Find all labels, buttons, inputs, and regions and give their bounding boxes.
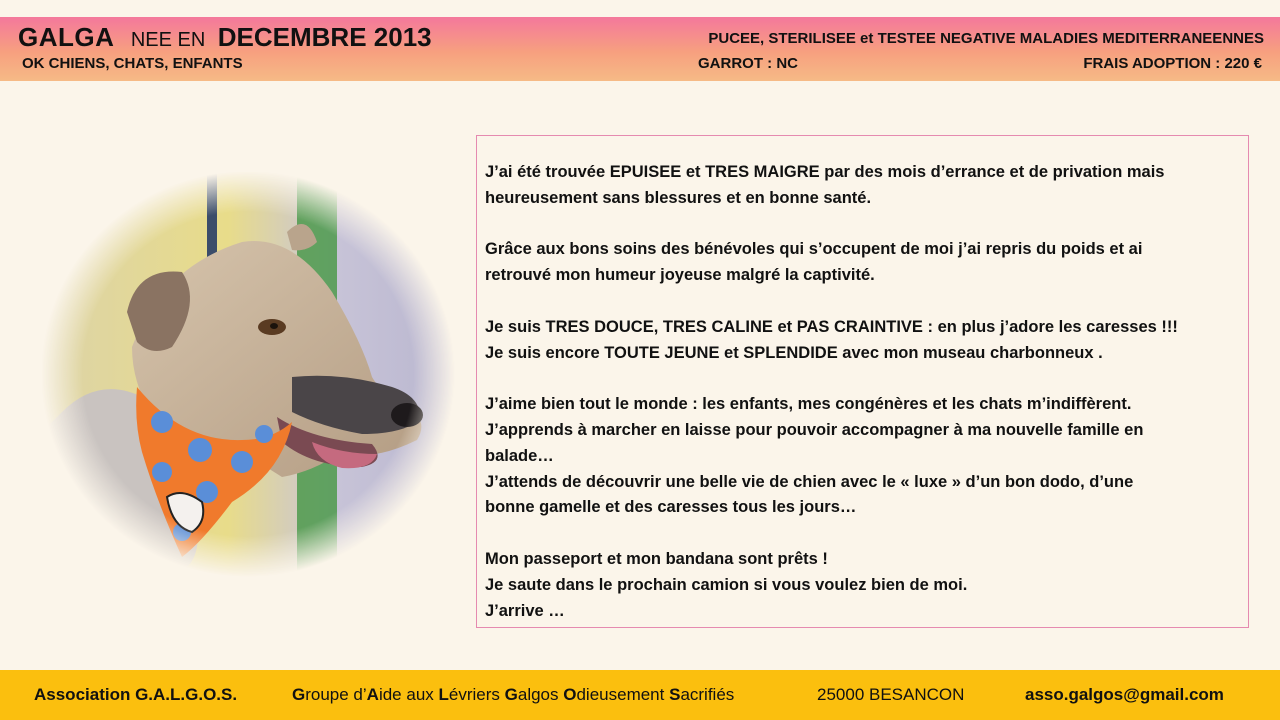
- title-line: [18, 20, 432, 59]
- text-line: J’ai été trouvée EPUISEE et TRES MAIGRE par des mois d’errance et de privation mais: [485, 163, 1165, 181]
- paragraph-ready: [485, 547, 1234, 624]
- text-line: Je saute dans le prochain camion si vous voulez bien de moi.: [485, 575, 968, 594]
- text-line: bonne gamelle et des caresses tous les jours…: [485, 498, 857, 517]
- word-rest: ide aux: [378, 685, 439, 704]
- text-line: Mon passeport et mon bandana sont prêts !: [485, 549, 828, 568]
- text-line: Je suis encore TOUTE JEUNE et SPLENDIDE avec mon museau charbonneux .: [485, 343, 1103, 362]
- text-line: J’aime bien tout le monde : les enfants, mes congénères et les chats m’indiffèrent.: [485, 395, 1132, 414]
- health-status: PUCEE, STERILISEE et TESTEE NEGATIVE MALADIES MEDITERRANEENNES: [708, 30, 1264, 47]
- dog-photo: [42, 172, 455, 577]
- dog-name: GALGA: [18, 22, 115, 52]
- garrot-height: GARROT : NC: [698, 55, 798, 72]
- born-label: NEE EN: [130, 29, 206, 51]
- paragraph-care: [485, 237, 1234, 289]
- text-line: J’arrive …: [485, 601, 565, 620]
- city: 25000 BESANCON: [817, 685, 965, 704]
- email-link[interactable]: asso.galgos@gmail.com: [1025, 685, 1224, 704]
- paragraph-everyone: [485, 392, 1234, 521]
- description-box: [476, 135, 1249, 628]
- initial: G: [504, 685, 518, 704]
- initial: O: [563, 685, 577, 704]
- paragraph-temperament: [485, 315, 1234, 367]
- paragraph-found: [485, 160, 1234, 212]
- text-line: J’attends de découvrir une belle vie de chien avec le « luxe » d’un bon dodo, d’une: [485, 472, 1134, 491]
- word-rest: évriers: [448, 685, 505, 704]
- text-line: J’apprends à marcher en laisse pour pouvoir accompagner à ma nouvelle famille en: [485, 420, 1144, 439]
- word-rest: algos: [517, 685, 564, 704]
- compatibility: OK CHIENS, CHATS, ENFANTS: [22, 55, 243, 72]
- born-date: DECEMBRE 2013: [217, 22, 432, 52]
- footer-band: [0, 670, 1280, 720]
- initial: S: [669, 685, 681, 704]
- adoption-fee: FRAIS ADOPTION : 220 €: [1083, 55, 1262, 72]
- word-rest: roupe d’: [305, 685, 367, 704]
- association-fullname: [292, 685, 734, 705]
- header-band: [0, 17, 1280, 81]
- initial: G: [292, 685, 306, 704]
- word-rest: dieusement: [576, 685, 670, 704]
- text-line: balade…: [485, 446, 554, 465]
- text-line: Je suis TRES DOUCE, TRES CALINE et PAS CRAINTIVE : en plus j’adore les caresses !!!: [485, 317, 1178, 336]
- word-rest: acrifiés: [680, 685, 735, 704]
- text-line: heureusement sans blessures et en bonne santé.: [485, 188, 872, 207]
- text-line: Grâce aux bons soins des bénévoles qui s’occupent de moi j’ai repris du poids et ai: [485, 240, 1143, 259]
- association-name: Association G.A.L.G.O.S.: [34, 685, 238, 704]
- text-line: retrouvé mon humeur joyeuse malgré la captivité.: [485, 266, 875, 285]
- initial: L: [438, 685, 449, 704]
- initial: A: [366, 685, 379, 704]
